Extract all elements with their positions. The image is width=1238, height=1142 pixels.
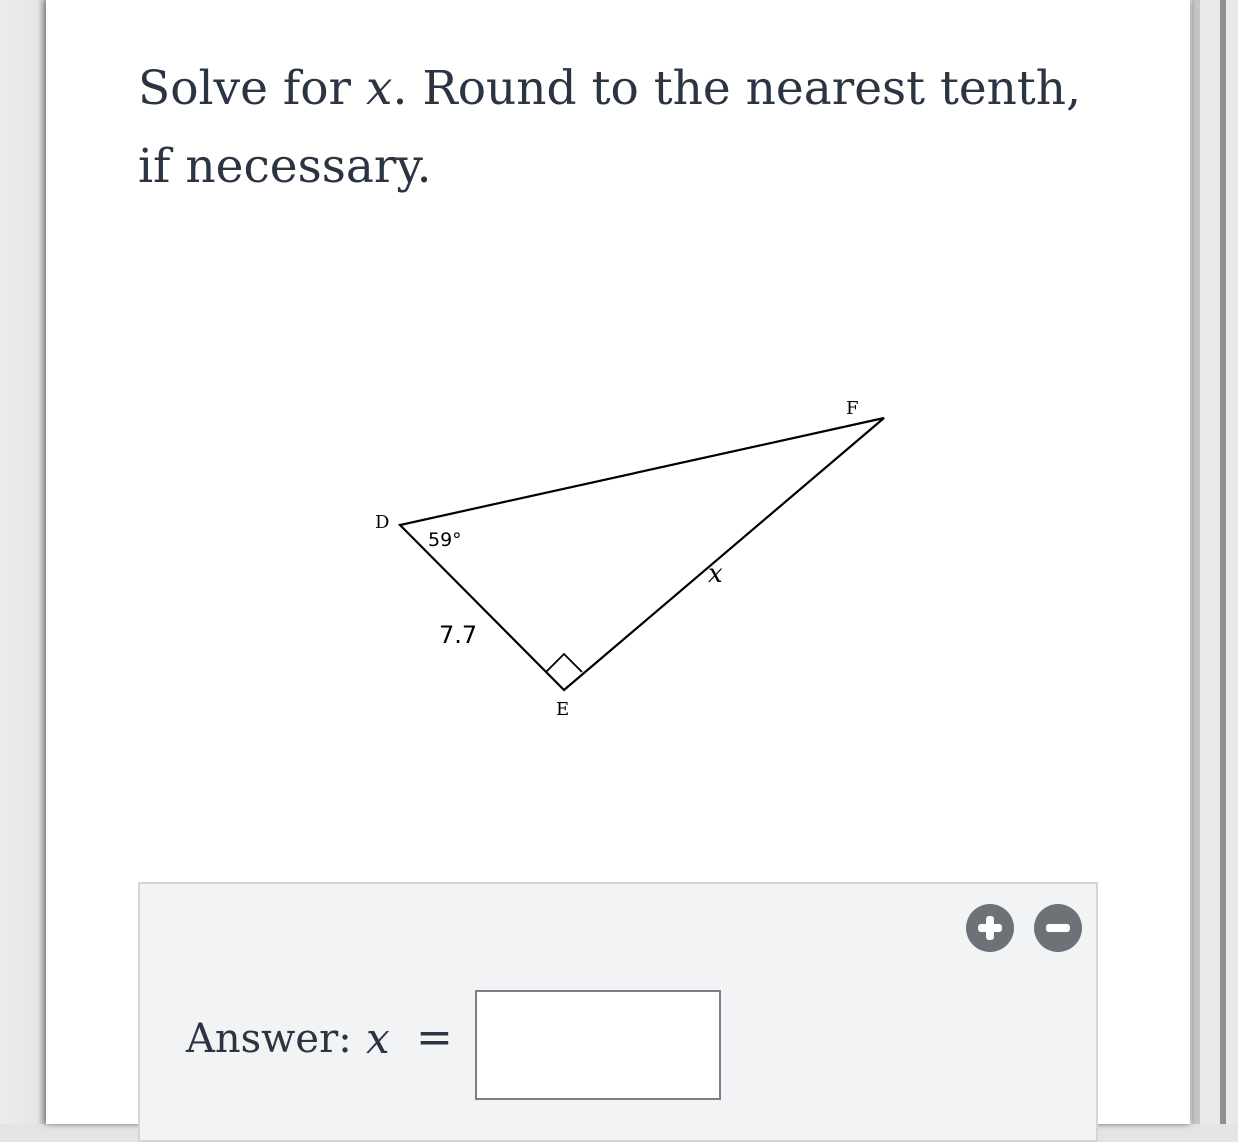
vertex-label-f: F xyxy=(846,398,859,419)
plus-circle-icon[interactable] xyxy=(966,904,1014,952)
right-angle-marker xyxy=(546,654,582,672)
question-suffix: . Round to the nearest tenth, if necessary. xyxy=(138,61,1082,194)
vertex-label-e: E xyxy=(556,699,570,720)
side-ef-label: x xyxy=(708,559,723,589)
minus-circle-icon[interactable] xyxy=(1034,904,1082,952)
answer-variable: x xyxy=(366,1014,390,1063)
plus-bar-vertical xyxy=(986,916,994,940)
question-variable: x xyxy=(365,61,393,116)
vertex-label-d: D xyxy=(375,512,390,533)
answer-input[interactable] xyxy=(475,990,721,1100)
question-text xyxy=(138,50,1118,206)
minus-bar xyxy=(1046,924,1070,932)
gutter-edge-dark xyxy=(1220,0,1226,1124)
answer-label: Answer: xyxy=(186,1016,352,1062)
angle-d-label: 59° xyxy=(428,529,462,551)
question-page xyxy=(46,0,1190,1124)
triangle-figure xyxy=(346,380,886,740)
answer-panel xyxy=(138,882,1098,1142)
gutter-edge xyxy=(1192,0,1200,1124)
left-window-gutter xyxy=(0,0,46,1124)
question-prefix: Solve for xyxy=(138,61,366,116)
equals-sign: = xyxy=(416,1012,453,1063)
right-window-gutter xyxy=(1190,0,1238,1124)
triangle-diagram xyxy=(346,380,886,740)
triangle-def xyxy=(400,418,884,690)
side-de-label: 7.7 xyxy=(439,621,478,649)
